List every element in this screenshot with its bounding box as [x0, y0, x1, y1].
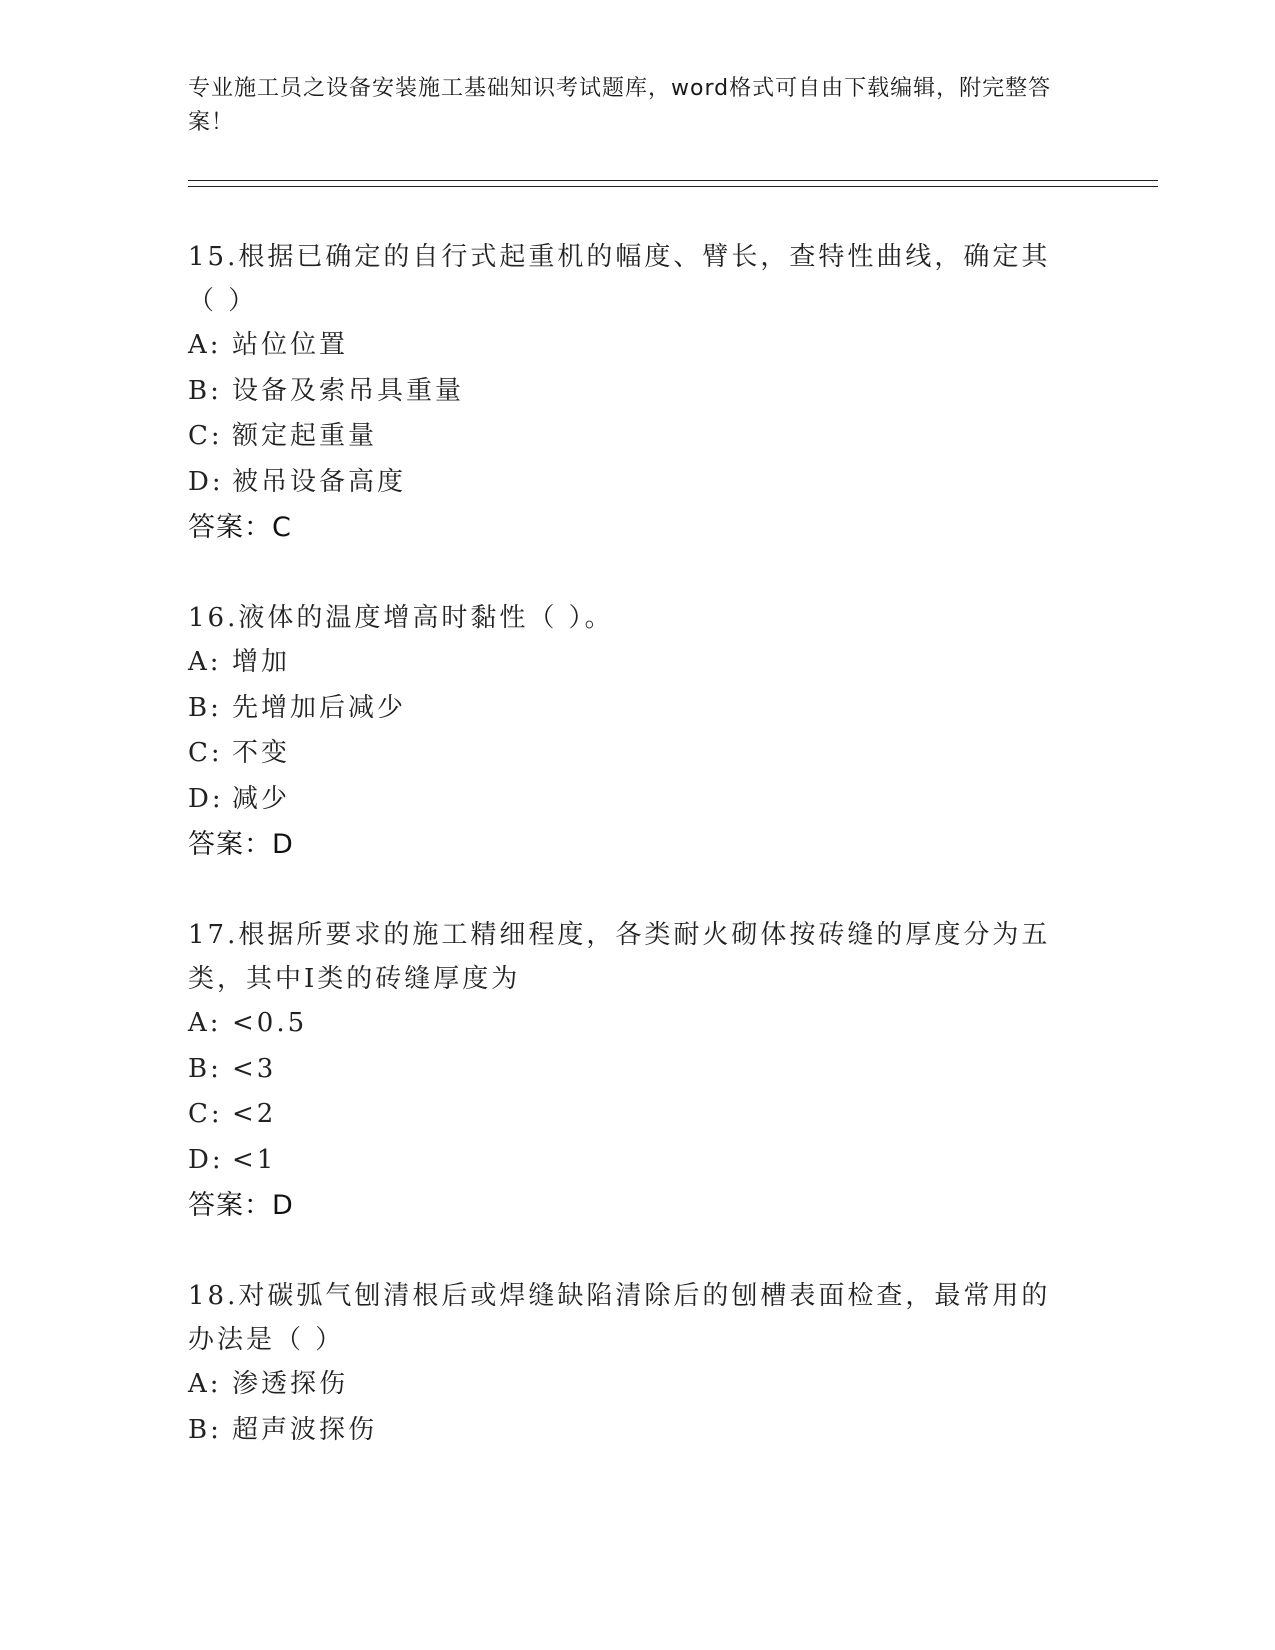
- option-text: <0.5: [232, 1008, 308, 1038]
- option-text: <2: [232, 1099, 277, 1129]
- option-text: <3: [232, 1053, 277, 1084]
- option-letter: A:: [188, 330, 222, 360]
- option-c: [188, 1092, 1088, 1138]
- answer-line: 答案：D: [188, 1190, 294, 1221]
- option-letter: D:: [188, 466, 224, 497]
- document-description: 专业施工员之设备安装施工基础知识考试题库，word格式可自由下载编辑，附完整答案！: [188, 76, 1052, 135]
- option-d: [188, 777, 1088, 823]
- option-letter: B:: [188, 1414, 222, 1445]
- option-text: 先增加后减少: [232, 692, 407, 723]
- option-letter: D:: [188, 1144, 224, 1175]
- option-letter: C:: [188, 1099, 223, 1129]
- option-letter: D:: [188, 783, 224, 814]
- option-text: 减少: [232, 783, 291, 814]
- option-letter: A:: [188, 1369, 222, 1399]
- header-divider-bottom: [188, 186, 1158, 187]
- option-b: [188, 686, 1088, 732]
- answer-line: 答案：C: [188, 512, 292, 543]
- question-15: [188, 235, 1088, 551]
- option-letter: B:: [188, 692, 222, 723]
- question-stem: 17.根据所要求的施工精细程度，各类耐火砌体按砖缝的厚度分为五类，其中Ⅰ类的砖缝厚度为: [188, 920, 1051, 994]
- option-text: 额定起重量: [232, 421, 378, 451]
- option-b: [188, 369, 1088, 415]
- question-stem: 18.对碳弧气刨清根后或焊缝缺陷清除后的刨槽表面检查，最常用的办法是（ ）: [188, 1281, 1051, 1355]
- option-text: 渗透探伤: [232, 1369, 349, 1399]
- option-text: <1: [232, 1144, 277, 1175]
- option-a: [188, 640, 1088, 686]
- question-stem: 15.根据已确定的自行式起重机的幅度、臂长，查特性曲线，确定其（ ）: [188, 242, 1051, 316]
- option-b: [188, 1408, 1088, 1454]
- option-letter: B:: [188, 1053, 222, 1084]
- option-text: 站位位置: [232, 330, 349, 360]
- option-text: 设备及索吊具重量: [232, 375, 465, 406]
- option-c: [188, 414, 1088, 460]
- question-16: [188, 596, 1088, 868]
- option-a: [188, 1001, 1088, 1047]
- option-d: [188, 1138, 1088, 1184]
- option-letter: A:: [188, 647, 222, 677]
- option-letter: C:: [188, 421, 223, 451]
- option-a: [188, 323, 1088, 369]
- option-letter: B:: [188, 375, 222, 406]
- question-list: [188, 235, 1088, 1498]
- option-text: 超声波探伤: [232, 1414, 378, 1445]
- option-c: [188, 731, 1088, 777]
- option-text: 被吊设备高度: [232, 466, 407, 497]
- option-letter: C:: [188, 738, 223, 768]
- question-stem: 16.液体的温度增高时黏性（ ）。: [188, 603, 614, 633]
- question-18: [188, 1274, 1088, 1453]
- option-text: 不变: [232, 738, 291, 768]
- option-a: [188, 1362, 1088, 1408]
- header-divider-top: [188, 180, 1158, 181]
- option-b: [188, 1047, 1088, 1093]
- option-letter: A:: [188, 1008, 222, 1038]
- question-17: [188, 913, 1088, 1229]
- document-header: [188, 72, 1088, 140]
- answer-line: 答案：D: [188, 829, 294, 860]
- option-text: 增加: [232, 647, 291, 677]
- option-d: [188, 460, 1088, 506]
